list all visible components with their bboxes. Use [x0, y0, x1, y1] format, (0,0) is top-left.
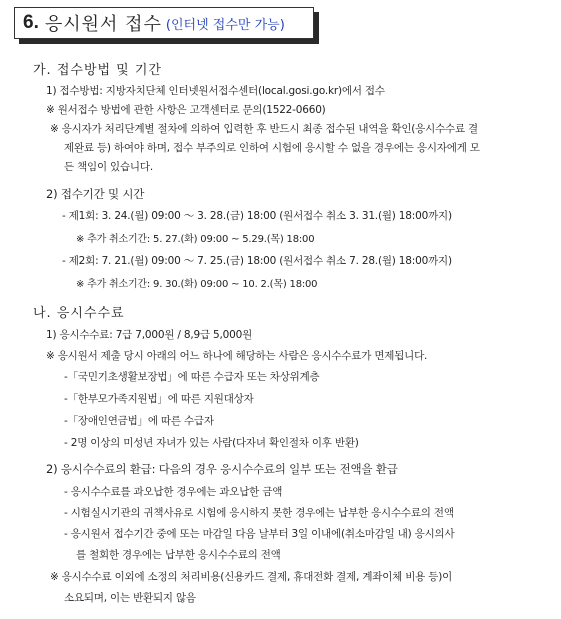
- na-note2-line2: 소요되며, 이는 반환되지 않음: [64, 592, 196, 604]
- ga-note2-line2: 제완료 등) 하여야 하며, 접수 부주의로 인하여 시험에 응시할 수 없을 경우에는 응시자에게 모: [64, 142, 480, 154]
- na-refund-3-line2: 를 철회한 경우에는 납부한 응시수수료의 전액: [76, 549, 281, 561]
- na-refund-2: - 시험실시기관의 귀책사유로 시험에 응시하지 못한 경우에는 납부한 응시수수료의 전액: [64, 507, 454, 519]
- ga-note1: ※ 원서접수 방법에 관한 사항은 고객센터로 문의(1522-0660): [46, 104, 326, 116]
- subsection-title-na: 나. 응시수수료: [33, 306, 125, 321]
- ga-note2-line3: 든 책임이 있습니다.: [64, 161, 153, 173]
- na-item2: 2) 응시수수료의 환급: 다음의 경우 응시수수료의 일부 또는 전액을 환급: [46, 462, 398, 476]
- ga-note2-line1: ※ 응시자가 처리단계별 절차에 의하여 입력한 후 반드시 최종 접수된 내역을 확인(응시수수료 결: [50, 123, 478, 135]
- ga-round1-note: ※ 추가 취소기간: 5. 27.(화) 09:00 ~ 5.29.(목) 18:00: [76, 234, 315, 245]
- na-exemption-4: - 2명 이상의 미성년 자녀가 있는 사람(다자녀 확인절차 이후 반환): [64, 437, 359, 449]
- na-note2-line1: ※ 응시수수료 이외에 소정의 처리비용(신용카드 결제, 휴대전화 결제, 계좌이체 비용 등)이: [50, 571, 453, 583]
- section-header: [14, 7, 314, 39]
- ga-round1: - 제1회: 3. 24.(월) 09:00 ～ 3. 28.(금) 18:00 (원서접수 취소 3. 31.(월) 18:00까지): [62, 210, 452, 222]
- na-exemption-3: -「장애인연금법」에 따른 수급자: [64, 415, 214, 427]
- na-note1: ※ 응시원서 제출 당시 아래의 어느 하나에 해당하는 사람은 응시수수료가 면제됩니다.: [46, 350, 428, 362]
- section-title: 응시원서 접수: [44, 14, 162, 35]
- ga-round2-note: ※ 추가 취소기간: 9. 30.(화) 09:00 ~ 10. 2.(목) 18:00: [76, 279, 318, 290]
- ga-item2: 2) 접수기간 및 시간: [46, 187, 145, 201]
- ga-item1: 1) 접수방법: 지방자치단체 인터넷원서접수센터(local.gosi.go.kr)에서 접수: [46, 85, 385, 97]
- na-exemption-1: -「국민기초생활보장법」에 따른 수급자 또는 차상위계층: [64, 371, 320, 383]
- section-subtitle: (인터넷 접수만 가능): [165, 17, 285, 33]
- na-exemption-2: -「한부모가족지원법」에 따른 지원대상자: [64, 393, 254, 405]
- na-refund-1: - 응시수수료를 과오납한 경우에는 과오납한 금액: [64, 486, 283, 498]
- subsection-title-ga: 가. 접수방법 및 기간: [33, 63, 162, 78]
- ga-round2: - 제2회: 7. 21.(월) 09:00 ～ 7. 25.(금) 18:00 (원서접수 취소 7. 28.(월) 18:00까지): [62, 255, 452, 267]
- section-number: 6.: [23, 12, 39, 33]
- na-item1: 1) 응시수수료: 7급 7,000원 / 8,9급 5,000원: [46, 329, 253, 341]
- na-refund-3-line1: - 응시원서 접수기간 중에 또는 마감일 다음 날부터 3일 이내에(취소마감일 내) 응시의사: [64, 528, 455, 540]
